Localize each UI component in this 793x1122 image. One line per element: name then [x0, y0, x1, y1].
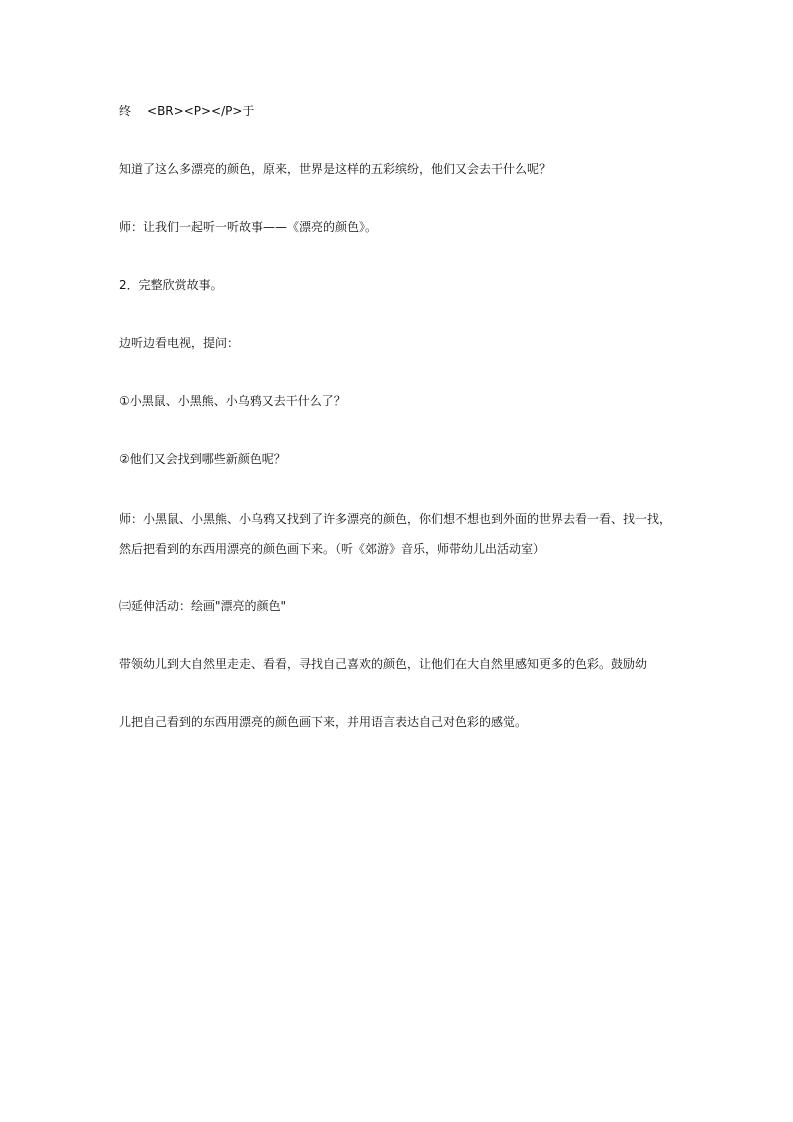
paragraph-teacher-line-2: 然后把看到的东西用漂亮的颜色画下来。（听《郊游》音乐，师带幼儿出活动室）	[119, 542, 546, 556]
section-heading-extension: ㈢延伸活动：绘画"漂亮的颜色"	[119, 599, 287, 613]
text-line-1	[119, 103, 254, 119]
text-line-5: 边听边看电视，提问：	[119, 336, 240, 350]
text-fragment-end: <BR><P></P>于	[147, 104, 255, 118]
paragraph-extension-line-2: 儿把自己看到的东西用漂亮的颜色画下来，并用语言表达自己对色彩的感觉。	[119, 715, 528, 729]
text-line-2: 知道了这么多漂亮的颜色，原来，世界是这样的五彩缤纷，他们又会去干什么呢？	[119, 162, 552, 176]
question-1: ①小黑鼠、小黑熊、小乌鸦又去干什么了？	[119, 394, 346, 408]
text-fragment-start: 终	[119, 104, 132, 118]
paragraph-extension-line-1: 带领幼儿到大自然里走走、看看，寻找自己喜欢的颜色，让他们在大自然里感知更多的色彩。鼓励幼	[119, 657, 648, 671]
text-line-3: 师：让我们一起听一听故事——《漂亮的颜色》。	[119, 220, 378, 234]
section-heading-story: 2．完整欣赏故事。	[119, 278, 223, 292]
paragraph-teacher-line-1: 师：小黑鼠、小黑熊、小乌鸦又找到了许多漂亮的颜色，你们想不想也到外面的世界去看一看、找一找，	[119, 512, 672, 526]
question-2: ②他们又会找到哪些新颜色呢？	[119, 452, 286, 466]
